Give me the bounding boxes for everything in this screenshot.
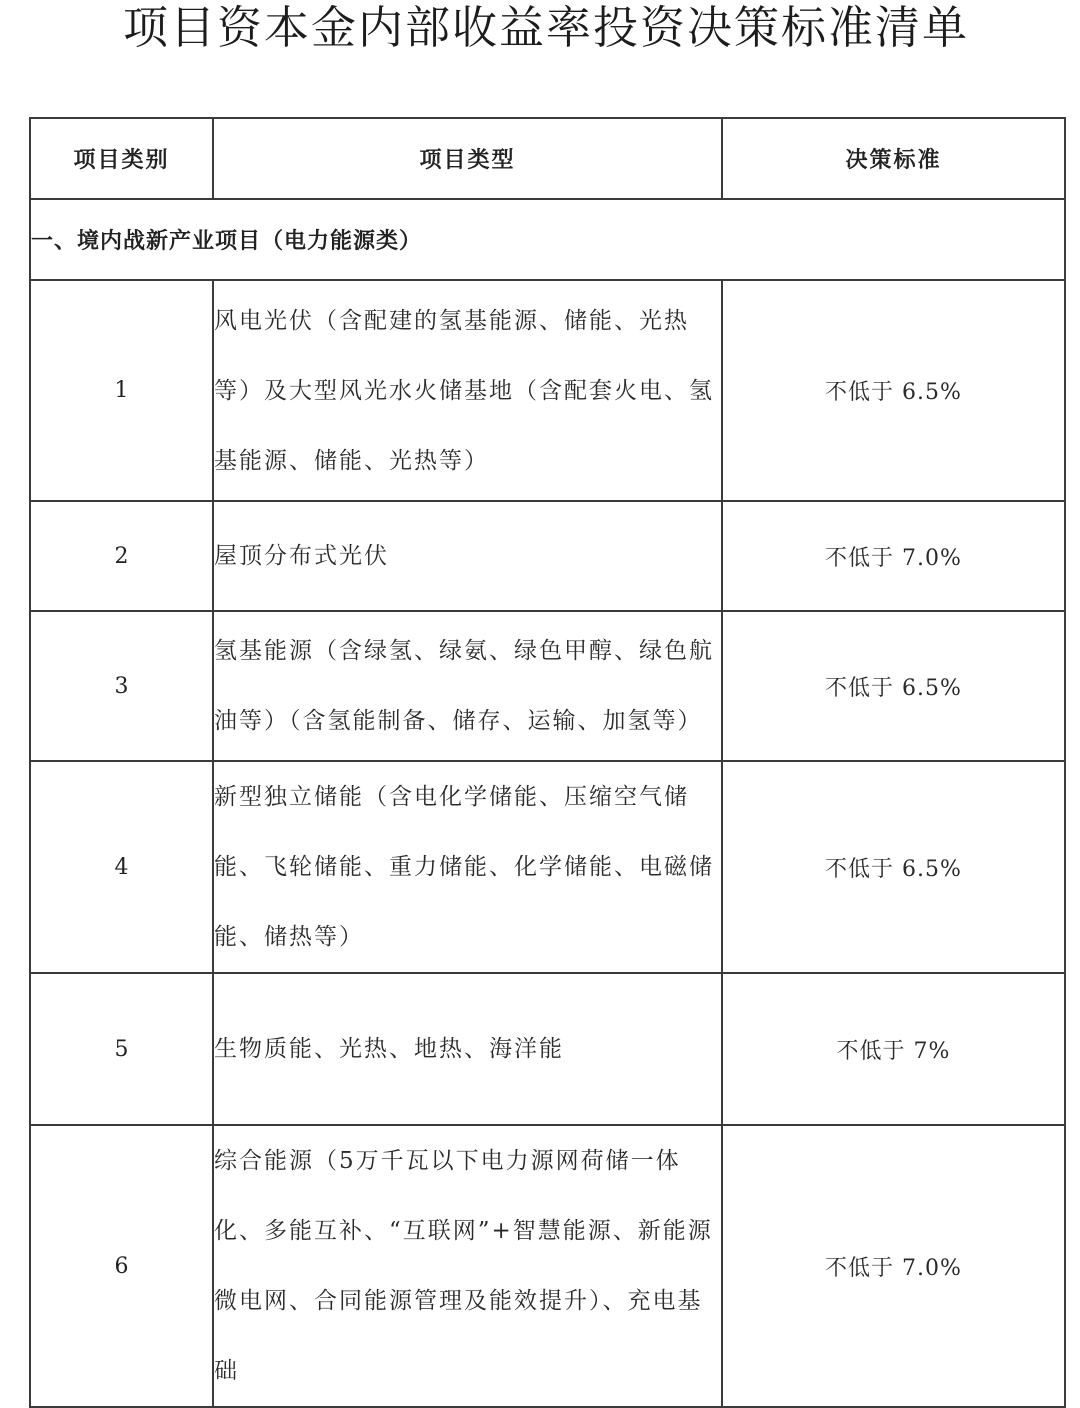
investment-standard-table [29,117,1066,1408]
table-header-row [30,118,1065,199]
section-title: 一、境内战新产业项目（电力能源类） [30,199,1065,280]
project-type: 氢基能源（含绿氢、绿氨、绿色甲醇、绿色航油等）（含氢能制备、储存、运输、加氢等） [213,611,722,761]
row-number: 3 [30,611,213,761]
project-type: 屋顶分布式光伏 [213,501,722,611]
table-row [30,280,1065,501]
row-number: 5 [30,973,213,1125]
row-number: 4 [30,761,213,973]
table-row [30,761,1065,973]
decision-standard: 不低于 6.5% [722,611,1065,761]
decision-standard: 不低于 7% [722,973,1065,1125]
decision-standard: 不低于 6.5% [722,761,1065,973]
row-number: 1 [30,280,213,501]
table-row [30,611,1065,761]
section-row [30,199,1065,280]
header-category: 项目类别 [30,118,213,199]
project-type: 生物质能、光热、地热、海洋能 [213,973,722,1125]
header-type: 项目类型 [213,118,722,199]
page-title: 项目资本金内部收益率投资决策标准清单 [122,1,969,54]
table-row [30,501,1065,611]
table-row [30,1125,1065,1407]
header-standard: 决策标准 [722,118,1065,199]
decision-standard: 不低于 6.5% [722,280,1065,501]
project-type: 风电光伏（含配建的氢基能源、储能、光热等）及大型风光水火储基地（含配套火电、氢基能源、储能、光热等） [213,280,722,501]
row-number: 2 [30,501,213,611]
decision-standard: 不低于 7.0% [722,1125,1065,1407]
row-number: 6 [30,1125,213,1407]
project-type: 新型独立储能（含电化学储能、压缩空气储能、飞轮储能、重力储能、化学储能、电磁储能、储热等） [213,761,722,973]
table-row [30,973,1065,1125]
project-type: 综合能源（5万千瓦以下电力源网荷储一体化、多能互补、“互联网”+智慧能源、新能源微电网、合同能源管理及能效提升）、充电基础 [213,1125,722,1407]
decision-standard: 不低于 7.0% [722,501,1065,611]
